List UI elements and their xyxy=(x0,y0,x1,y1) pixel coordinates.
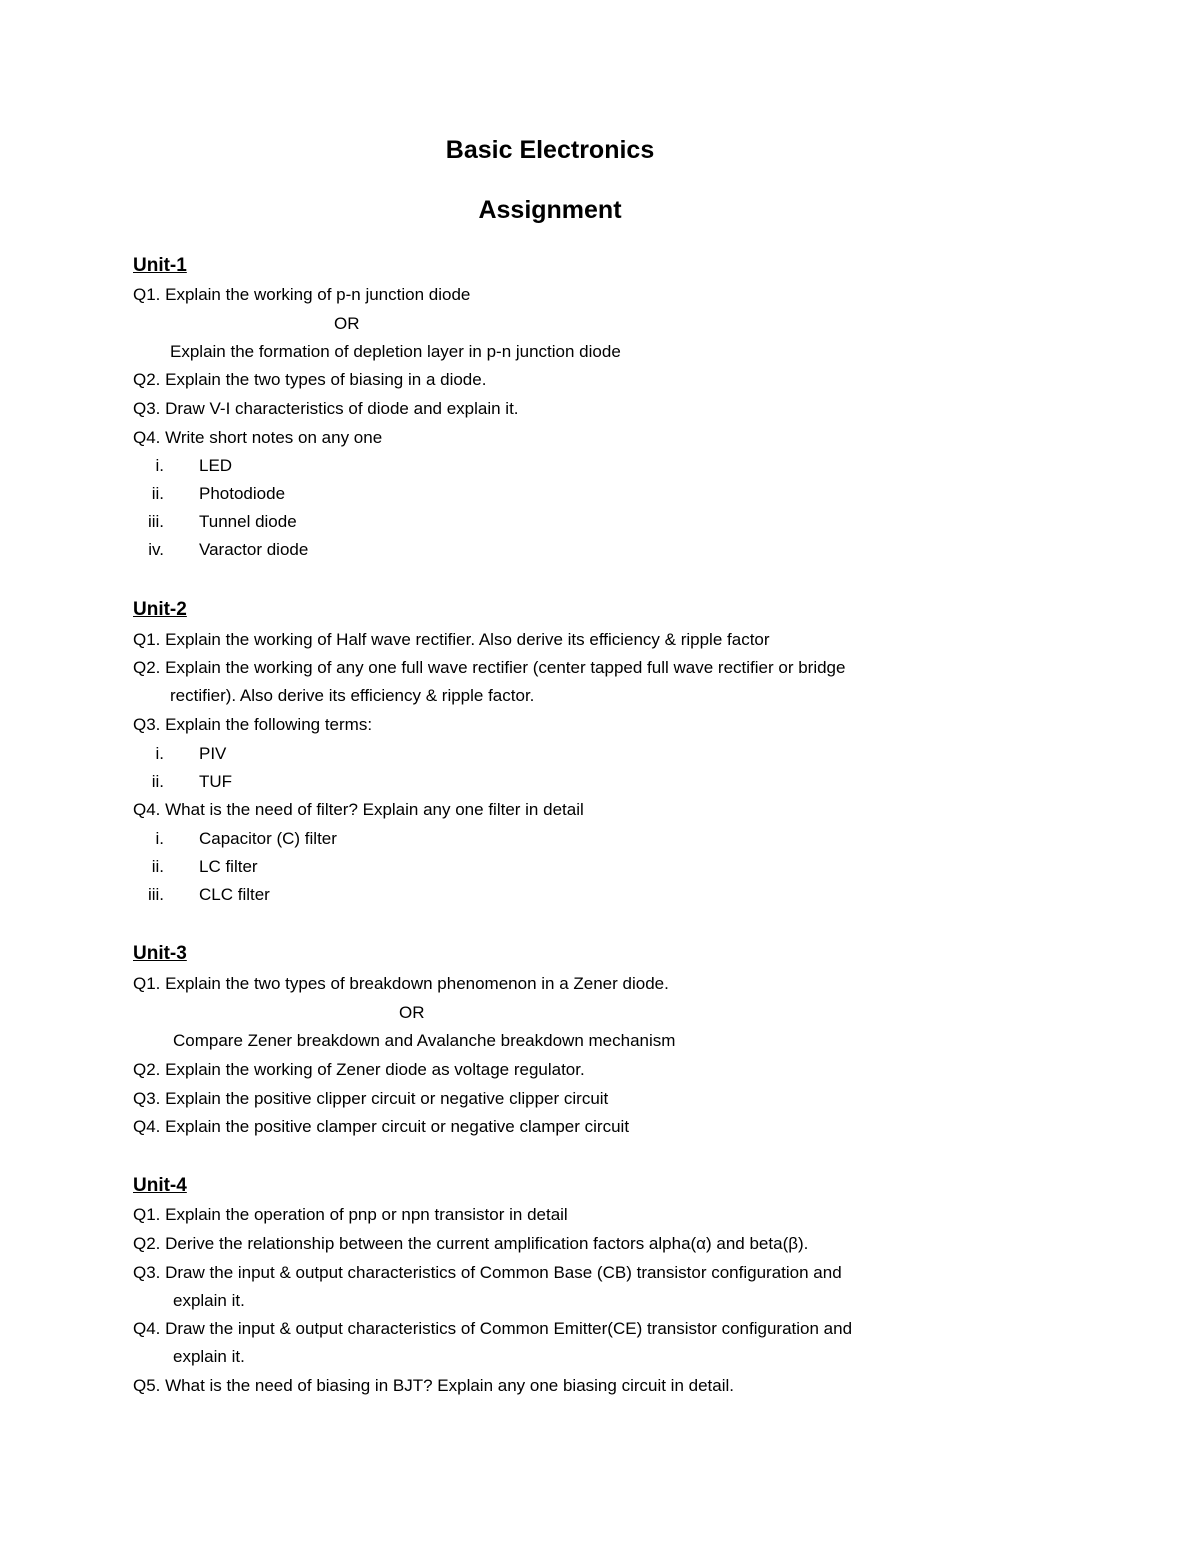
unit-3-question-1: Q1. Explain the two types of breakdown phenomenon in a Zener diode. xyxy=(133,974,669,993)
unit-3-question-3: Q3. Explain the positive clipper circuit or negative clipper circuit xyxy=(133,1089,609,1108)
list-item-number: ii. xyxy=(151,857,164,876)
list-item-number: ii. xyxy=(151,772,164,791)
unit-4-heading: Unit-4 xyxy=(133,1175,187,1196)
unit-2-heading: Unit-2 xyxy=(133,599,187,620)
unit-1-question-3: Q3. Draw V-I characteristics of diode and explain it. xyxy=(133,399,519,418)
list-item: LC filter xyxy=(199,857,258,876)
unit-1-question-1-or: OR xyxy=(334,314,360,333)
unit-2-question-3: Q3. Explain the following terms: xyxy=(133,715,373,734)
unit-2-question-2-continued: rectifier). Also derive its efficiency & ripple factor. xyxy=(170,686,535,705)
unit-4-question-1: Q1. Explain the operation of pnp or npn transistor in detail xyxy=(133,1205,568,1224)
unit-2-question-1: Q1. Explain the working of Half wave rectifier. Also derive its efficiency & ripple factor xyxy=(133,630,770,649)
unit-1-heading: Unit-1 xyxy=(133,255,187,276)
list-item: Varactor diode xyxy=(199,540,309,559)
unit-2-question-2: Q2. Explain the working of any one full wave rectifier (center tapped full wave rectifier or bridge xyxy=(133,658,846,677)
list-item-number: i. xyxy=(155,829,164,848)
unit-4-question-5: Q5. What is the need of biasing in BJT? Explain any one biasing circuit in detail. xyxy=(133,1376,735,1395)
list-item-number: iv. xyxy=(148,540,164,559)
document-subtitle: Assignment xyxy=(478,196,622,224)
unit-2-question-4: Q4. What is the need of filter? Explain any one filter in detail xyxy=(133,800,584,819)
unit-4-question-4: Q4. Draw the input & output characteristics of Common Emitter(CE) transistor configuration and xyxy=(133,1319,853,1338)
unit-3-question-1-or: OR xyxy=(399,1003,425,1022)
unit-3-question-2: Q2. Explain the working of Zener diode as voltage regulator. xyxy=(133,1060,585,1079)
list-item-number: i. xyxy=(155,456,164,475)
unit-1-question-1: Q1. Explain the working of p-n junction diode xyxy=(133,285,471,304)
unit-1-question-1-alternative: Explain the formation of depletion layer in p-n junction diode xyxy=(170,342,621,361)
unit-3-question-1-alternative: Compare Zener breakdown and Avalanche breakdown mechanism xyxy=(173,1031,676,1050)
list-item: PIV xyxy=(199,744,227,763)
list-item: LED xyxy=(199,456,233,475)
list-item-number: ii. xyxy=(151,484,164,503)
unit-1-question-4: Q4. Write short notes on any one xyxy=(133,428,383,447)
document-title: Basic Electronics xyxy=(445,136,655,164)
unit-4-question-2: Q2. Derive the relationship between the current amplification factors alpha(α) and beta(β). xyxy=(133,1234,809,1253)
list-item: CLC filter xyxy=(199,885,270,904)
list-item-number: iii. xyxy=(147,885,164,904)
unit-4-question-3-continued: explain it. xyxy=(173,1291,245,1310)
unit-4-question-4-continued: explain it. xyxy=(173,1347,245,1366)
unit-3-question-4: Q4. Explain the positive clamper circuit or negative clamper circuit xyxy=(133,1117,630,1136)
list-item: Tunnel diode xyxy=(199,512,297,531)
unit-3-heading: Unit-3 xyxy=(133,943,187,964)
list-item: TUF xyxy=(199,772,233,791)
unit-4-question-3: Q3. Draw the input & output characteristics of Common Base (CB) transistor configuration and xyxy=(133,1263,842,1282)
list-item-number: iii. xyxy=(147,512,164,531)
list-item-number: i. xyxy=(155,744,164,763)
list-item: Capacitor (C) filter xyxy=(199,829,337,848)
list-item: Photodiode xyxy=(199,484,286,503)
unit-1-question-2: Q2. Explain the two types of biasing in a diode. xyxy=(133,370,487,389)
